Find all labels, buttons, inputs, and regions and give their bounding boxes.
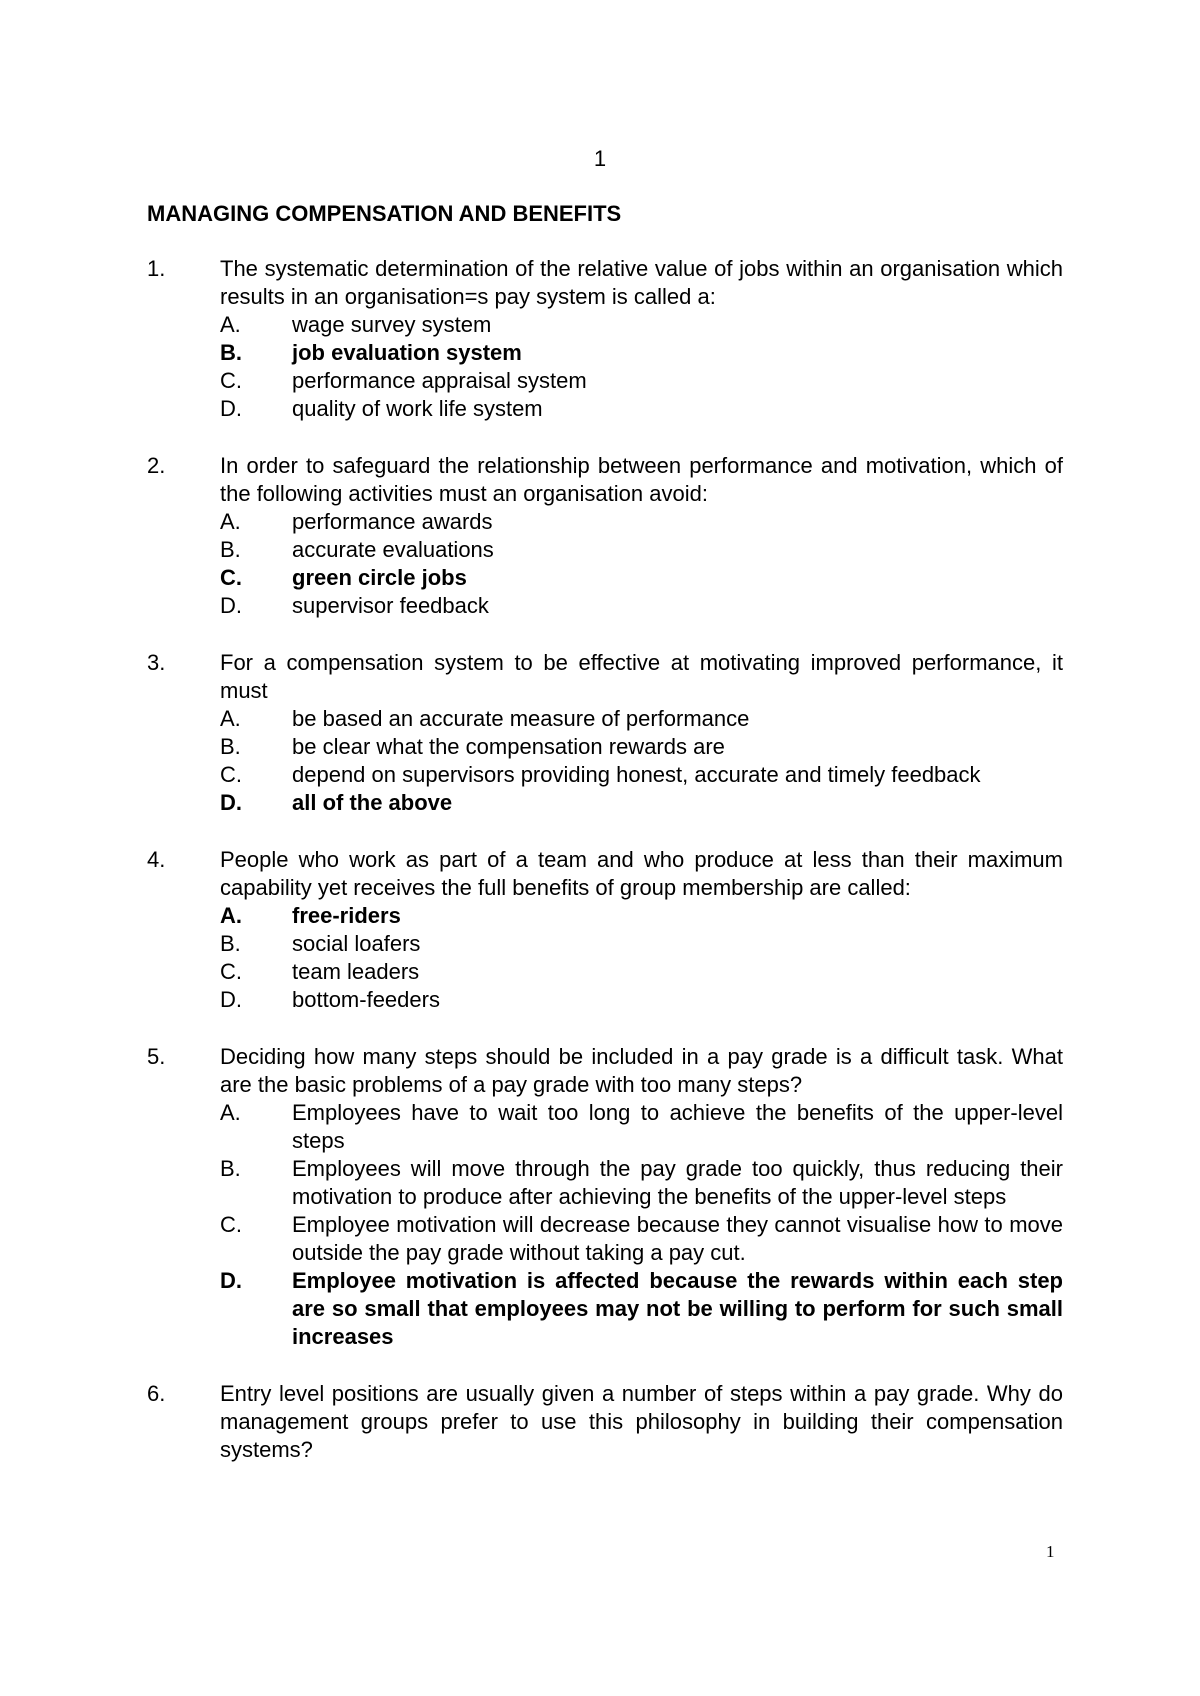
option-a [147, 1099, 1063, 1155]
question-number: 5. [147, 1044, 166, 1069]
option-letter: B. [220, 734, 241, 759]
question-text: Deciding how many steps should be included in a pay grade is a difficult task. What are the basic problems of a pay grade with too many steps? [220, 1044, 1063, 1097]
option-letter: B. [220, 340, 242, 365]
option-letter: A. [220, 509, 241, 534]
option-c [147, 367, 1063, 395]
option-letter: B. [220, 537, 241, 562]
option-text: green circle jobs [292, 565, 467, 590]
option-d [147, 395, 1063, 423]
question-2 [147, 452, 1063, 620]
option-letter: D. [220, 987, 242, 1012]
option-text: wage survey system [292, 312, 492, 337]
question-1 [147, 255, 1063, 423]
option-text: social loafers [292, 931, 421, 956]
option-c [147, 1211, 1063, 1267]
question-list [147, 255, 1063, 1493]
question-4 [147, 846, 1063, 1014]
question-text: Entry level positions are usually given a number of steps within a pay grade. Why do management groups prefer to use this philosophy in building their compensation systems? [220, 1381, 1063, 1462]
option-text: performance appraisal system [292, 368, 587, 393]
option-text: free-riders [292, 903, 401, 928]
document-title: MANAGING COMPENSATION AND BENEFITS [147, 201, 622, 226]
option-b [147, 536, 1063, 564]
option-letter: C. [220, 1212, 242, 1237]
option-letter: D. [220, 1268, 242, 1293]
option-text: Employee motivation is affected because the rewards within each step are so small that employees may not be willing to perform for such small increases [292, 1268, 1063, 1349]
option-letter: C. [220, 762, 242, 787]
option-text: Employees have to wait too long to achieve the benefits of the upper-level steps [292, 1100, 1063, 1153]
question-text: The systematic determination of the relative value of jobs within an organisation which results in an organisation=s pay system is called a: [220, 256, 1063, 309]
question-5 [147, 1043, 1063, 1351]
option-letter: A. [220, 903, 242, 928]
option-text: depend on supervisors providing honest, accurate and timely feedback [292, 762, 981, 787]
option-d-correct [147, 1267, 1063, 1351]
option-text: performance awards [292, 509, 493, 534]
option-d-correct [147, 789, 1063, 817]
option-list [147, 705, 1063, 817]
option-b [147, 930, 1063, 958]
option-text: bottom-feeders [292, 987, 440, 1012]
question-number: 3. [147, 650, 166, 675]
question-text: For a compensation system to be effective at motivating improved performance, it must [220, 650, 1063, 703]
question-number: 4. [147, 847, 166, 872]
option-text: quality of work life system [292, 396, 543, 421]
option-text: Employees will move through the pay grade too quickly, thus reducing their motivation to produce after achieving the benefits of the upper-level steps [292, 1156, 1063, 1209]
option-letter: D. [220, 790, 242, 815]
option-letter: C. [220, 368, 242, 393]
option-letter: B. [220, 1156, 241, 1181]
option-letter: A. [220, 1100, 241, 1125]
option-d [147, 986, 1063, 1014]
question-number: 2. [147, 453, 166, 478]
option-c-correct [147, 564, 1063, 592]
option-text: all of the above [292, 790, 453, 815]
page-number-top: 1 [593, 146, 607, 171]
option-list [147, 902, 1063, 1014]
option-a [147, 705, 1063, 733]
option-b-correct [147, 339, 1063, 367]
option-a [147, 311, 1063, 339]
option-d [147, 592, 1063, 620]
question-number: 1. [147, 256, 166, 281]
option-text: Employee motivation will decrease because they cannot visualise how to move outside the pay grade without taking a pay cut. [292, 1212, 1063, 1265]
option-text: job evaluation system [292, 340, 522, 365]
option-text: be clear what the compensation rewards are [292, 734, 725, 759]
option-a-correct [147, 902, 1063, 930]
option-a [147, 508, 1063, 536]
option-letter: D. [220, 593, 242, 618]
option-letter: A. [220, 312, 241, 337]
option-c [147, 761, 1063, 789]
option-text: supervisor feedback [292, 593, 489, 618]
option-letter: C. [220, 565, 242, 590]
option-letter: A. [220, 706, 241, 731]
option-letter: B. [220, 931, 241, 956]
option-c [147, 958, 1063, 986]
option-letter: C. [220, 959, 242, 984]
option-text: accurate evaluations [292, 537, 494, 562]
question-text: In order to safeguard the relationship between performance and motivation, which of the following activities must an organisation avoid: [220, 453, 1063, 506]
option-list [147, 311, 1063, 423]
page-number-bottom: 1 [1046, 1542, 1055, 1561]
option-text: be based an accurate measure of performance [292, 706, 750, 731]
question-6 [147, 1380, 1063, 1464]
question-number: 6. [147, 1381, 166, 1406]
option-letter: D. [220, 396, 242, 421]
option-list [147, 508, 1063, 620]
option-text: team leaders [292, 959, 420, 984]
option-b [147, 733, 1063, 761]
option-b [147, 1155, 1063, 1211]
question-3 [147, 649, 1063, 817]
option-list [147, 1099, 1063, 1351]
question-text: People who work as part of a team and who produce at less than their maximum capability yet receives the full benefits of group membership are called: [220, 847, 1063, 900]
